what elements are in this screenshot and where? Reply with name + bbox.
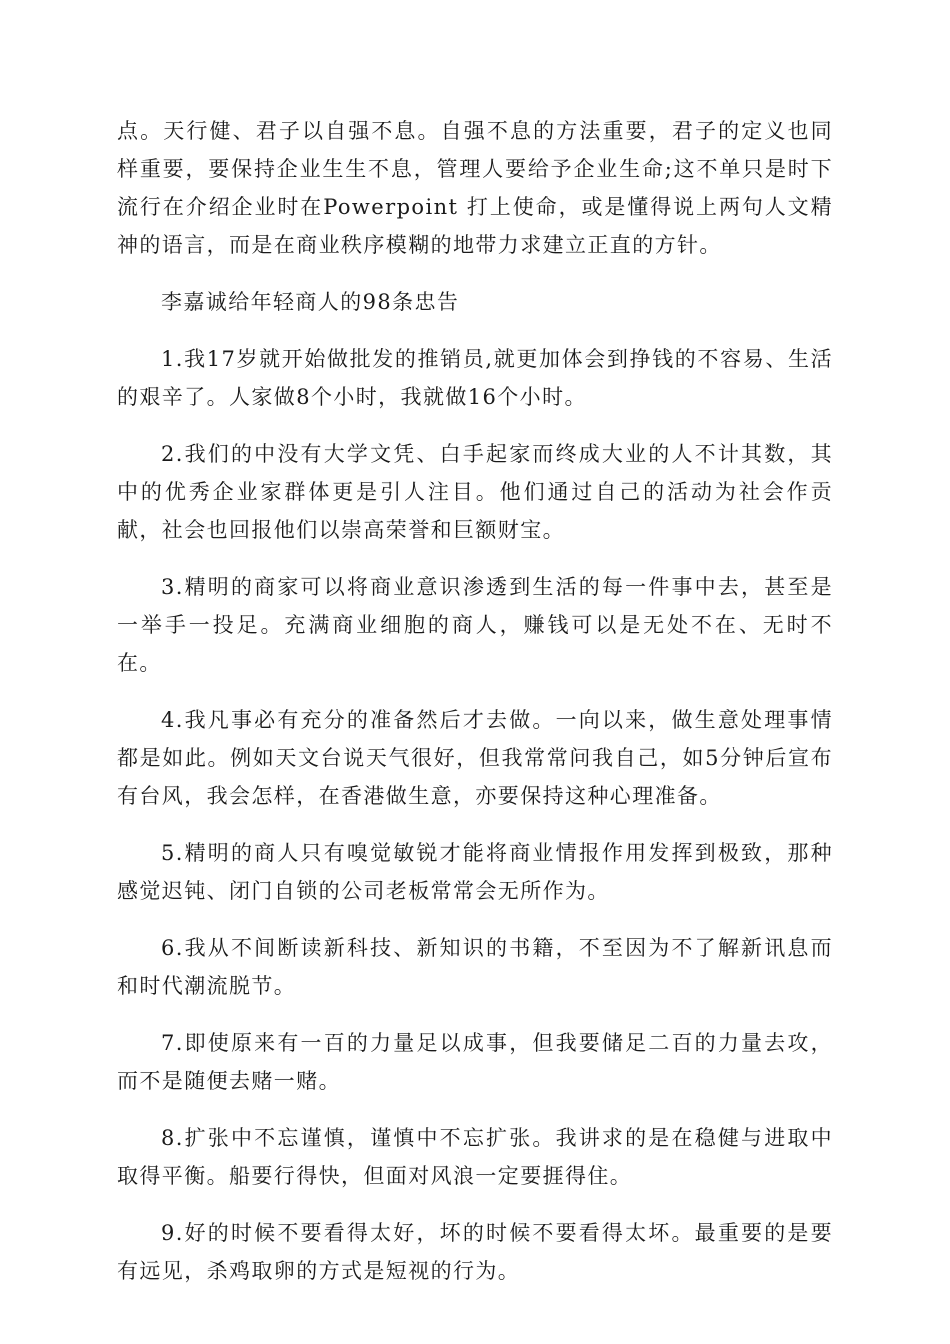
list-item: 9.好的时候不要看得太好，坏的时候不要看得太坏。最重要的是要有远见，杀鸡取卵的方式是短视的行为。: [117, 1221, 833, 1283]
list-item: 4.我凡事必有充分的准备然后才去做。一向以来，做生意处理事情都是如此。例如天文台说天气很好，但我常常问我自己，如5分钟后宣布有台风，我会怎样，在香港做生意，亦要保持这种心理准备。: [117, 708, 833, 808]
list-item: 2.我们的中没有大学文凭、白手起家而终成大业的人不计其数，其中的优秀企业家群体更是引人注目。他们通过自己的活动为社会作贡献，社会也回报他们以崇高荣誉和巨额财宝。: [117, 442, 833, 542]
section-title: 李嘉诚给年轻商人的98条忠告: [161, 290, 460, 314]
list-item: 1.我17岁就开始做批发的推销员,就更加体会到挣钱的不容易、生活的艰辛了。人家做8个小时，我就做16个小时。: [117, 347, 833, 409]
list-item: 3.精明的商家可以将商业意识渗透到生活的每一件事中去，甚至是一举手一投足。充满商业细胞的商人，赚钱可以是无处不在、无时不在。: [117, 575, 833, 675]
intro-paragraph: 点。天行健、君子以自强不息。自强不息的方法重要，君子的定义也同样重要，要保持企业生生不息，管理人要给予企业生命;这不单只是时下流行在介绍企业时在Powerpoint 打上使命，或是懂得说上两句人文精神的语言，而是在商业秩序模糊的地带力求建立正直的方针。: [117, 119, 833, 257]
list-item: 5.精明的商人只有嗅觉敏锐才能将商业情报作用发挥到极致，那种感觉迟钝、闭门自锁的公司老板常常会无所作为。: [117, 841, 833, 903]
list-item: 7.即使原来有一百的力量足以成事，但我要储足二百的力量去攻，而不是随便去赌一赌。: [117, 1031, 833, 1093]
list-item: 8.扩张中不忘谨慎，谨慎中不忘扩张。我讲求的是在稳健与进取中取得平衡。船要行得快，但面对风浪一定要捱得住。: [117, 1126, 833, 1188]
list-item: 6.我从不间断读新科技、新知识的书籍，不至因为不了解新讯息而和时代潮流脱节。: [117, 936, 833, 998]
